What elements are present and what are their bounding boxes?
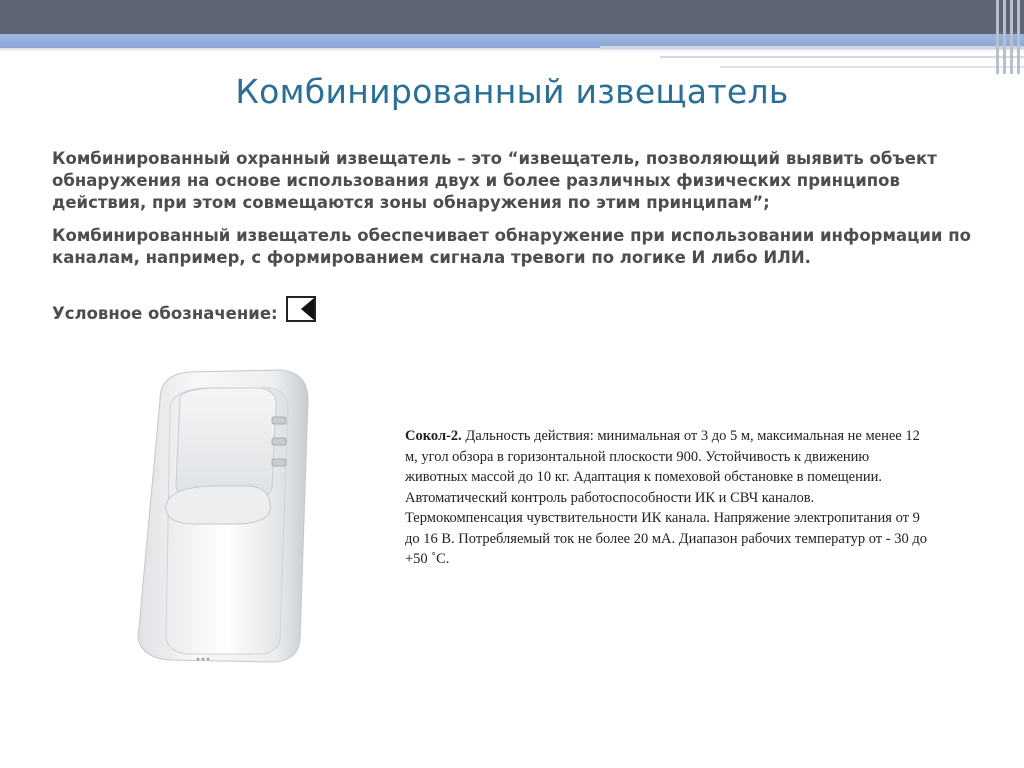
slide-title: Комбинированный извещатель xyxy=(235,72,789,111)
device-caption xyxy=(405,426,930,570)
combined-detector-image xyxy=(120,360,320,670)
device-specs: Дальность действия: минимальная от 3 до 5 м, максимальная не менее 12 м, угол обзора в горизонтальной плоскости 900. Устойчивость к движению животных массой до 10 кг. Адаптация к помеховой обстановке в помещении. Автоматический контроль работоспособности ИК и СВЧ каналов. Термокомпенсация чувствительности ИК канала. Напряжение электропитания от 9 до 16 В. Потребляемый ток не более 20 мА. Диапазон рабочих температур от - 30 до +50 ˚С. xyxy=(405,428,927,567)
definition-paragraph: Комбинированный охранный извещатель – это “извещатель, позволяющий выявить объект обнаружения на основе использования двух и более различных физических принципов действия, при этом совмещаются зоны обнаружения по этим принципам”; xyxy=(52,149,937,212)
header-band-dark xyxy=(0,0,1024,34)
description-paragraph: Комбинированный извещатель обеспечивает обнаружение при использовании информации по каналам, например, с формированием сигнала тревоги по логике И либо ИЛИ. xyxy=(52,226,971,267)
device-name: Сокол-2. xyxy=(405,428,462,444)
header-vertical-bars xyxy=(994,0,1024,74)
detector-symbol-icon xyxy=(286,296,316,322)
symbol-label: Условное обозначение: xyxy=(52,304,278,323)
header-decorative-lines xyxy=(600,46,1024,74)
